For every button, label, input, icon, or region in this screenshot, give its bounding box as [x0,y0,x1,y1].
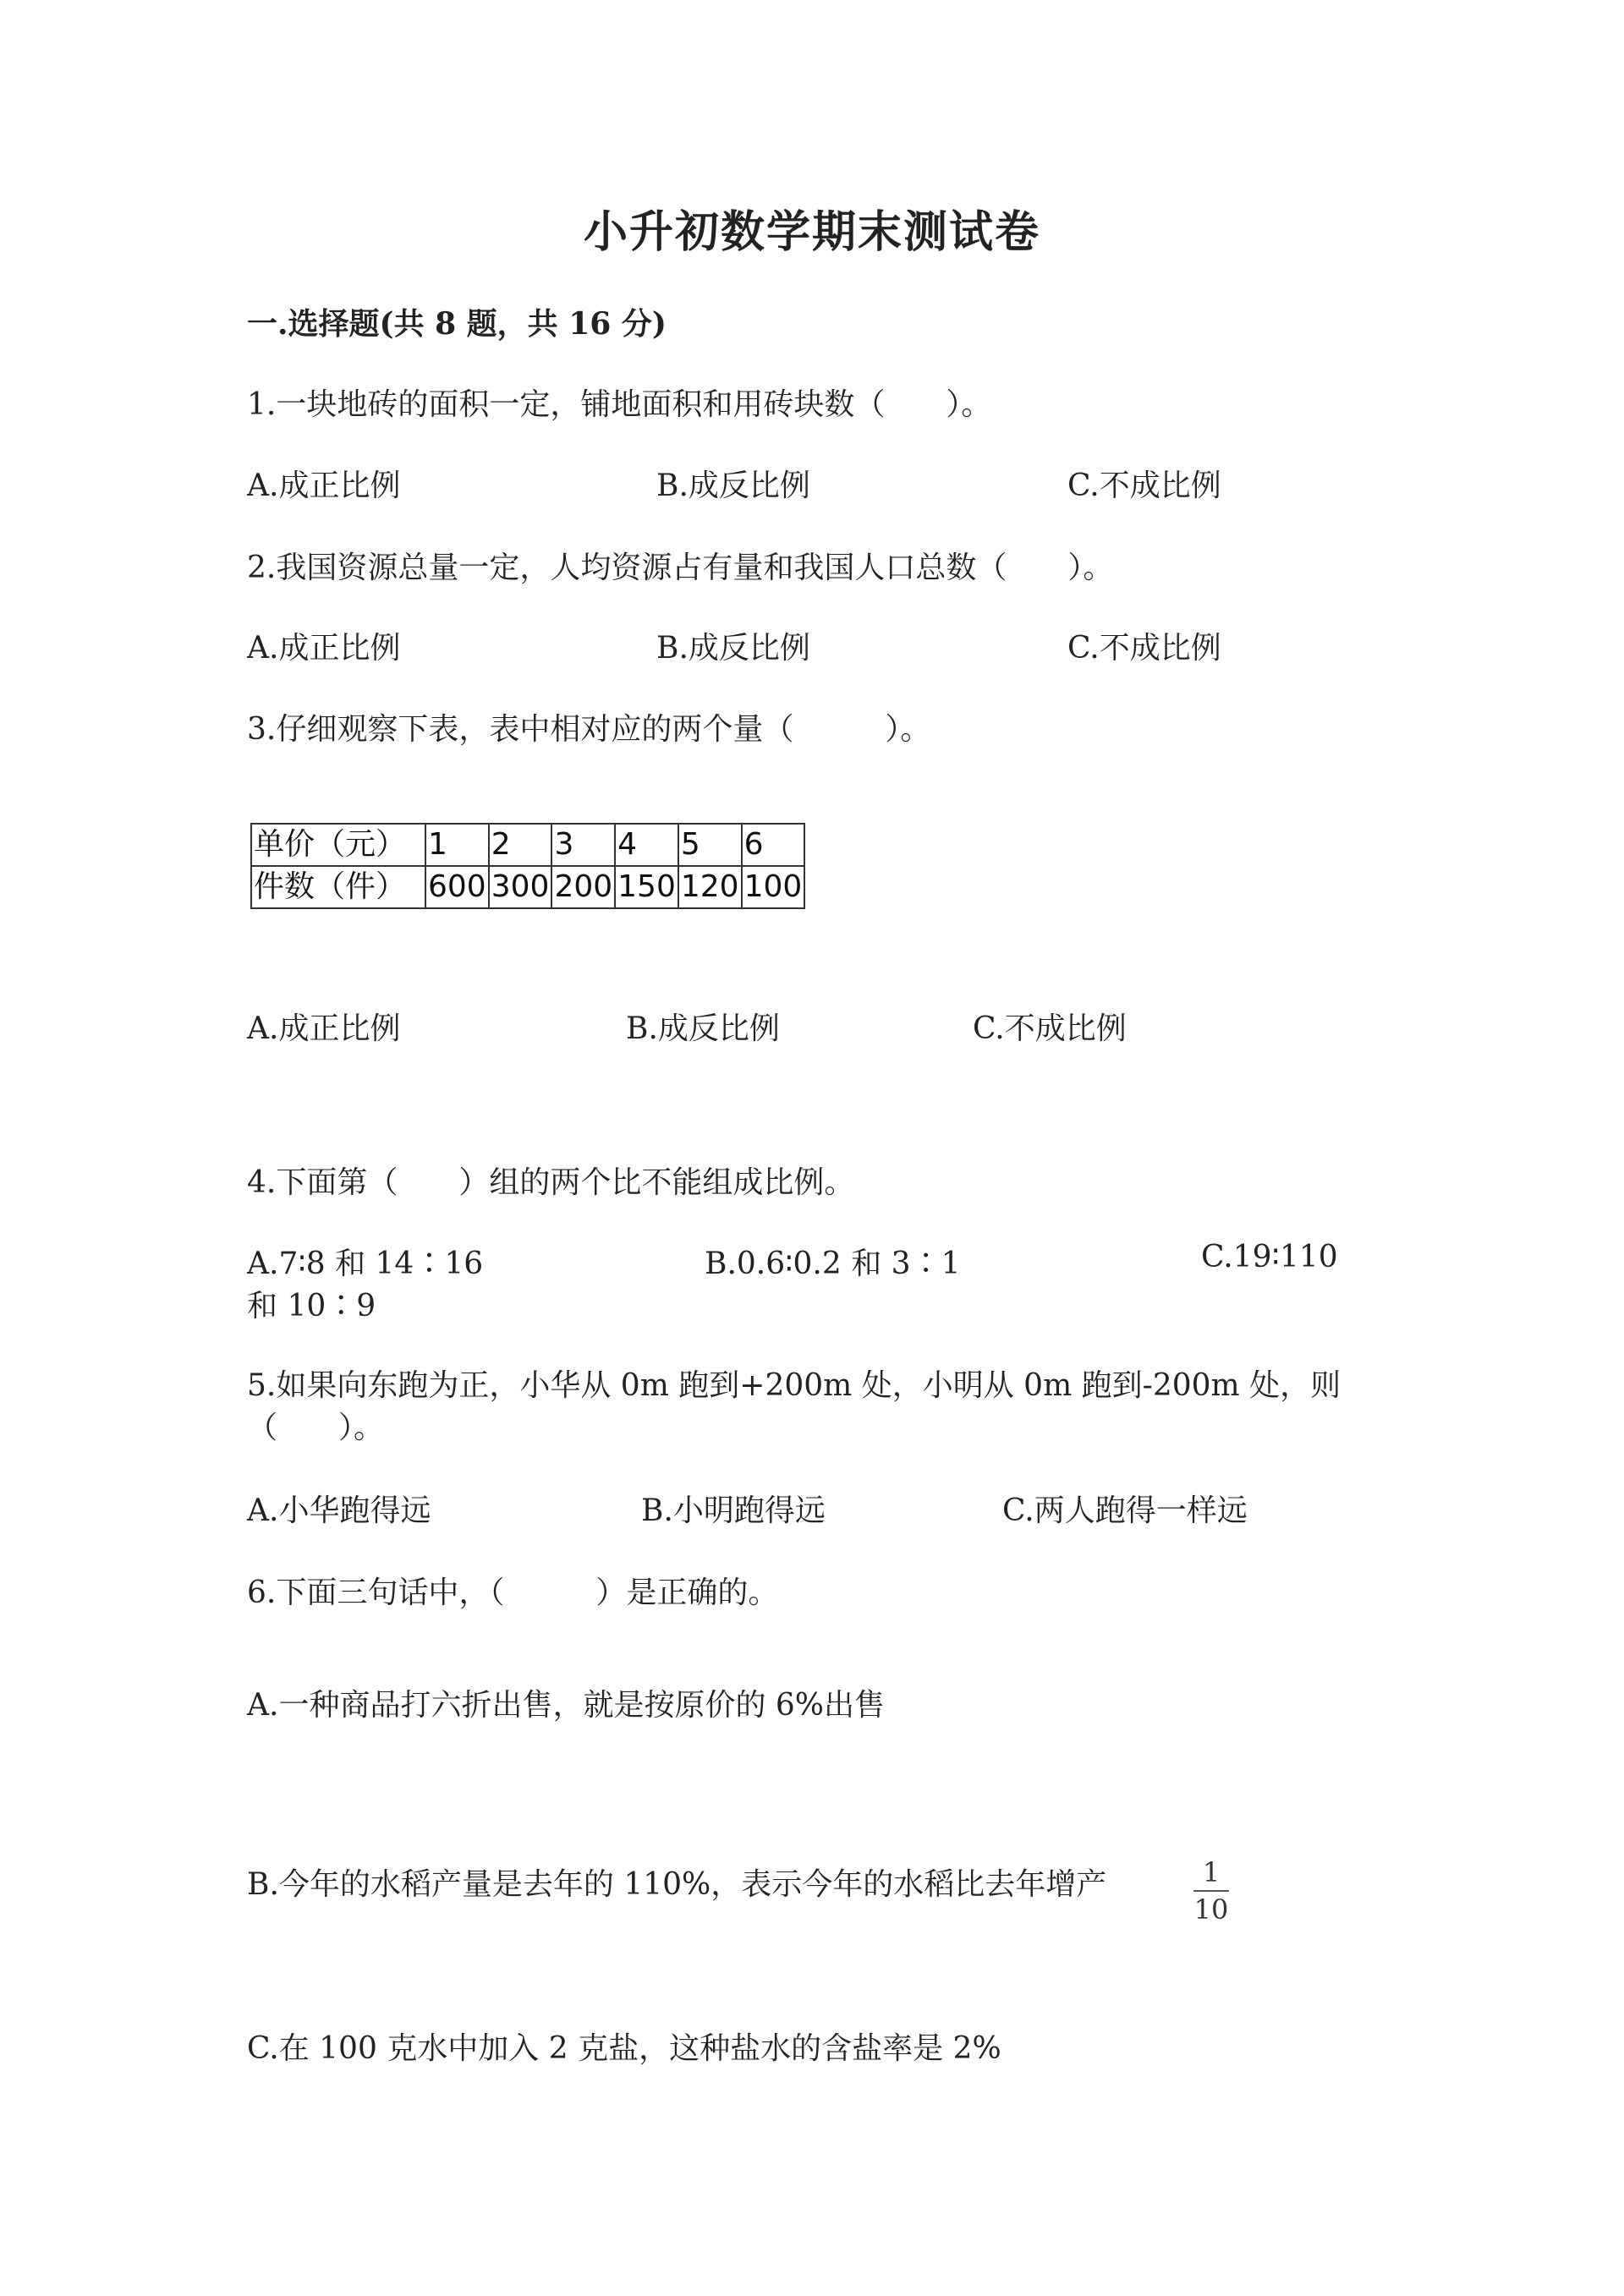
question-5-text-line-2: （ ）。 [247,1411,385,1445]
table-cell: 件数（件） [251,866,425,908]
table-cell: 2 [489,824,552,866]
question-1-option-c: C.不成比例 [1067,469,1221,503]
price-quantity-table [250,823,805,909]
table-cell: 1 [425,824,489,866]
question-2-option-a: A.成正比例 [247,631,401,666]
question-1-option-b: B.成反比例 [656,469,810,503]
question-5-text-line-1: 5.如果向东跑为正，小华从 0m 跑到+200m 处，小明从 0m 跑到-200m 处，则 [247,1368,1341,1403]
question-3-option-a: A.成正比例 [247,1011,401,1046]
question-6-option-c: C.在 100 克水中加入 2 克盐，这种盐水的含盐率是 2% [247,2031,1001,2066]
question-3-text: 3.仔细观察下表，表中相对应的两个量（ ）。 [247,712,931,747]
question-2-option-b: B.成反比例 [656,631,810,666]
question-4-option-b: B.0.6∶0.2 和 3∶1 [705,1247,961,1281]
table-cell: 3 [551,824,615,866]
table-cell: 300 [489,866,552,908]
question-6-text: 6.下面三句话中，（ ）是正确的。 [247,1575,779,1610]
question-5-option-c: C.两人跑得一样远 [1002,1493,1248,1528]
table-row [251,824,804,866]
question-1-option-a: A.成正比例 [247,469,401,503]
question-4-option-c: C.19∶110 [1201,1240,1338,1274]
fraction-denominator: 10 [1193,1893,1229,1926]
table-cell: 600 [425,866,489,908]
question-4-option-c-continued: 和 10∶9 [247,1289,376,1323]
question-3-option-b: B.成反比例 [626,1011,780,1046]
question-2-option-c: C.不成比例 [1067,631,1221,666]
table-cell: 120 [678,866,742,908]
table-cell: 4 [615,824,678,866]
table-cell: 100 [742,866,805,908]
fraction-bar [1193,1890,1229,1892]
question-3-option-c: C.不成比例 [973,1011,1127,1046]
question-4-option-a: A.7∶8 和 14∶16 [247,1247,484,1281]
question-6-option-b: B.今年的水稻产量是去年的 110%，表示今年的水稻比去年增产 [247,1867,1107,1902]
question-5-option-a: A.小华跑得远 [247,1493,431,1528]
table-cell: 150 [615,866,678,908]
question-5-option-b: B.小明跑得远 [641,1493,826,1528]
fraction-one-tenth [1188,1856,1234,1926]
table-row [251,866,804,908]
table-cell: 单价（元） [251,824,425,866]
question-6-option-a: A.一种商品打六折出售，就是按原价的 6%出售 [247,1688,885,1723]
page-title: 小升初数学期末测试卷 [583,206,1040,258]
fraction-numerator: 1 [1202,1856,1221,1888]
question-2-text: 2.我国资源总量一定，人均资源占有量和我国人口总数（ ）。 [247,551,1114,585]
table-cell: 200 [551,866,615,908]
question-1-text: 1.一块地砖的面积一定，铺地面积和用砖块数（ ）。 [247,387,992,422]
table-cell: 6 [742,824,805,866]
section-heading: 一.选择题(共 8 题，共 16 分) [247,306,667,342]
question-4-text: 4.下面第（ ）组的两个比不能组成比例。 [247,1165,855,1200]
table-cell: 5 [678,824,742,866]
